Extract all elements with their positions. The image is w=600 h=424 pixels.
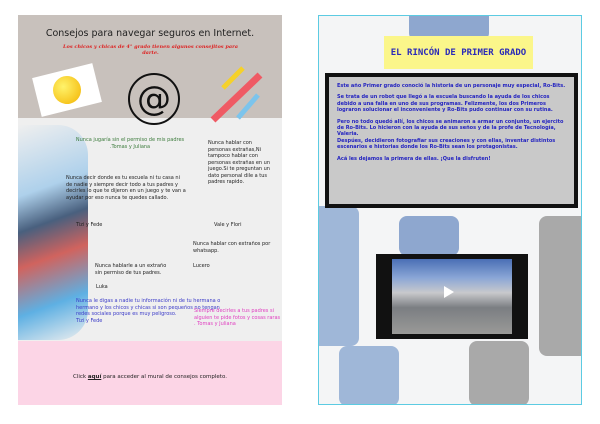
tip-author: Tizi y Fede [76,222,103,228]
tip: Nunca decir donde es tu escuela ni tu casa ni de nadie y siempre decir todo a tus padres y decirles lo que te dijeron en un juego y te van a ayudar por eso nunca te quedes callado. [66,175,186,201]
safety-tips-panel [18,15,282,405]
tip-author: Vale y Flori [214,222,242,228]
play-icon[interactable] [444,286,454,298]
tip-author: Tizi y Fede [76,318,103,324]
tip: Nunca hablarle a un extraño sin permiso de tus padres. [95,263,167,276]
section-title: EL RINCÓN DE PRIMER GRADO [384,36,533,69]
story-paragraph: Despúes, decidieron fotografiar sus creaciones y con ellas, inventar distintos escenarios e historias donde los Ro-Bits sean los protagonistas. [337,137,556,151]
tip: Nunca hablar con personas extrañas,Ni tampoco hablar con personas extrañas en un juego.Si te preguntan un dato personal dile a tus padres rapido. [208,140,271,185]
mural-link[interactable]: aquí [87,374,102,380]
robot-silhouette [318,206,359,346]
tip: Nunca hablar con extraños por whatsapp. [193,241,271,254]
tip: Nunca le digas a nadie tu información ni de tu hermana o hermano y los chicos y chicas si son pequeños no tengan redes sociales porque es muy peligroso. [76,298,221,317]
panel-subtitle: Los chicos y chicas de 4° grado tienen algunos consejitos para darte. [63,44,238,56]
tip: Nunca jugaría sin el permiso de mis padres .Tomas y Juliana [75,137,185,150]
video-player[interactable] [376,254,528,339]
arrows-icon [198,60,268,130]
panel-title: Consejos para navegar seguros en Internet. [45,28,255,39]
story-paragraph: Acá les dejamos la primera de ellas. ¡Que la disfruten! [337,155,491,162]
story-paragraph: Este año Primer grado conoció la historia de un personaje muy especial, Ro-Bits. [337,83,566,89]
footer [18,341,282,405]
robot-silhouette [399,216,459,256]
story-paragraph: Se trata de un robot que llegó a la escuela buscando la ayuda de los chicos debido a una falla en uno de sus programas. Felizmente, los dos Primeros lograron solucionar el inconveniente y Ro-Bits pudo continuar con su rutina. [337,94,553,114]
tip: Siempre decirles a tus padres si alguien te pide fotos y cosas raras . Tomas y Juliana [194,308,281,327]
robot-silhouette [539,216,582,356]
tip-author: Luka [96,284,108,290]
story-paragraph: Pero no todo quedó allí, los chicos se animaron a armar un conjunto, un ejercito de Ro-Bits. Lo hicieron con la ayuda de sus seños y de la profe de Tecnología, Valeria. [337,118,564,138]
tip-author: Lucero [193,263,210,269]
first-grade-panel [318,15,582,405]
robot-silhouette [469,341,529,405]
at-sign-icon: @ [128,73,180,125]
footer-text: Click aquí para acceder al mural de consejos completo. [73,374,227,380]
story-text-box [325,73,578,208]
robot-silhouette [339,346,399,405]
